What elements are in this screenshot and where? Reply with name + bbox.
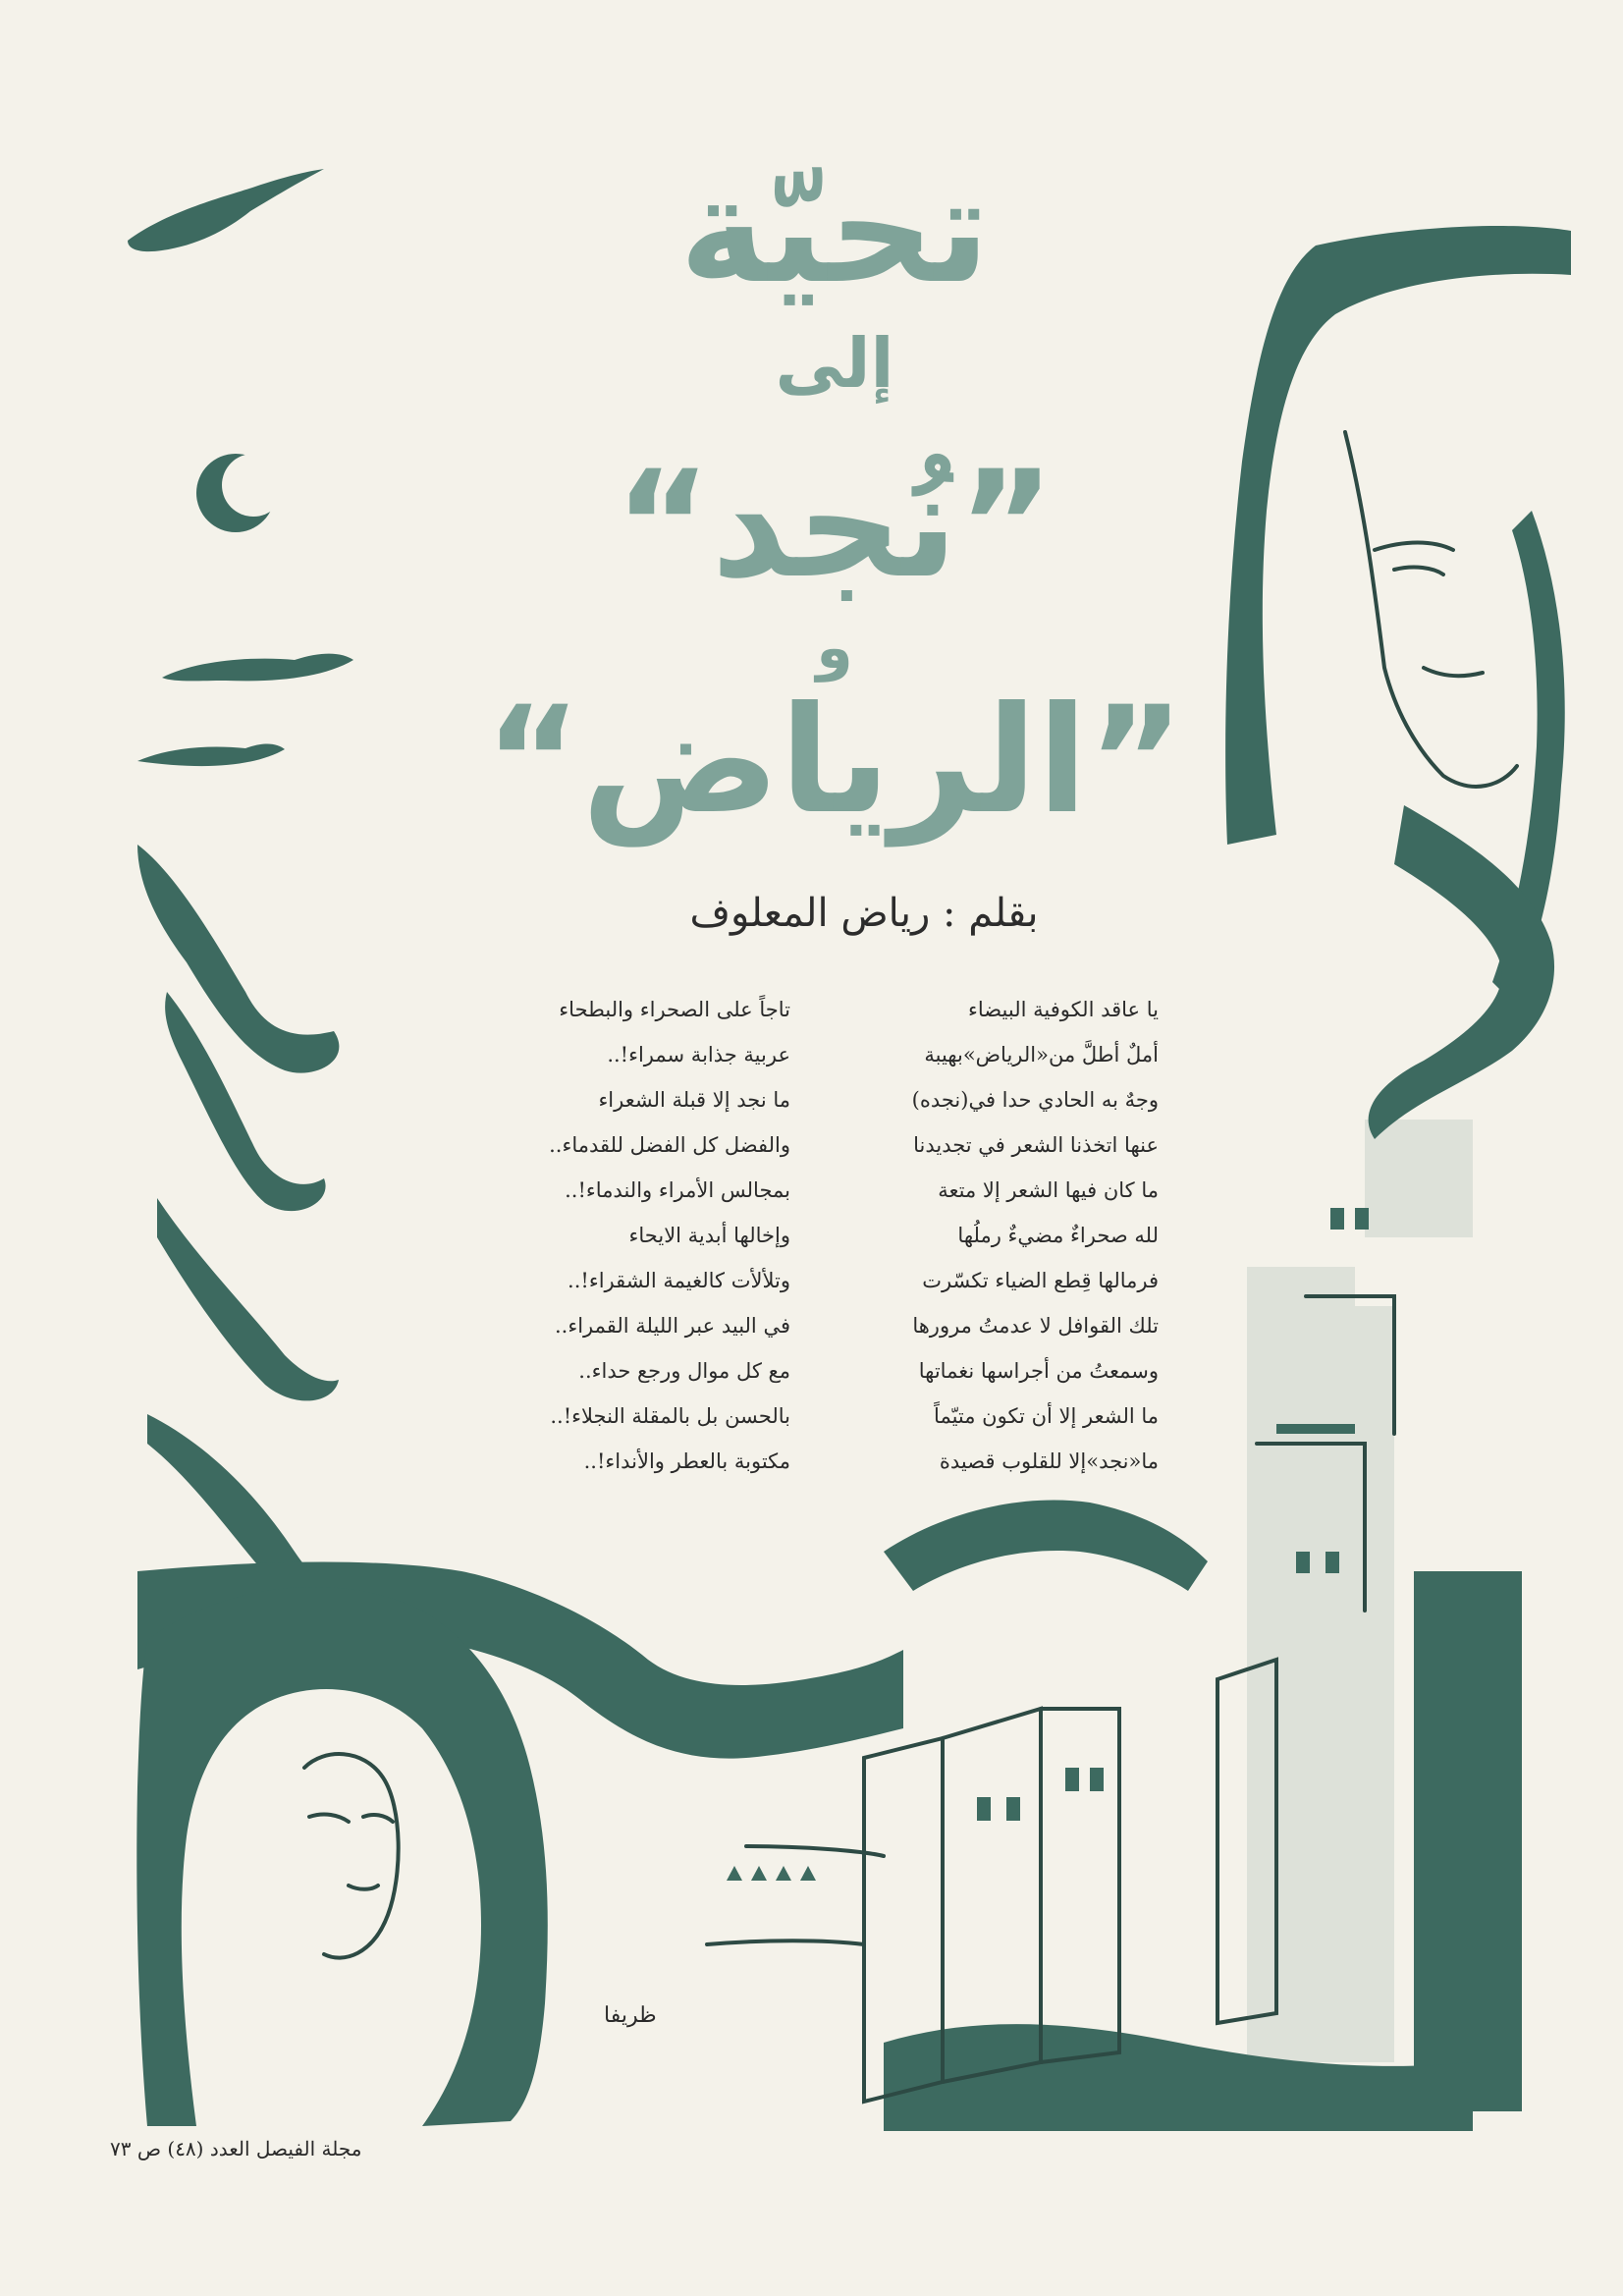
verse-line: بمجالس الأمراء والندماء!.. (565, 1178, 790, 1202)
title-line-2: إلى (775, 323, 894, 404)
window-shape (1006, 1797, 1020, 1821)
cloud-shape (162, 654, 353, 682)
poem-left-column (496, 987, 790, 1484)
window-shape (1090, 1768, 1104, 1791)
verse-line: ما كان فيها الشعر إلا متعة (938, 1178, 1159, 1202)
window-shape (1296, 1552, 1310, 1573)
window-shape (977, 1797, 991, 1821)
woman-face-outline (304, 1754, 399, 1958)
cloud-shape (137, 744, 285, 767)
verse-line: لله صحراءٌ مضيءٌ رملُها (957, 1224, 1159, 1247)
landscape-shape (884, 1500, 1208, 1591)
verse-line: والفضل كل الفضل للقدماء.. (549, 1133, 790, 1157)
page-footer: مجلة الفيصل العدد (٤٨) ص ٧٣ (110, 2137, 362, 2160)
verse-line: وسمعتُ من أجراسها نغماتها (918, 1359, 1159, 1383)
verse-line: ما الشعر إلا أن تكون متيّماً (934, 1404, 1159, 1428)
verse-line: وجهٌ به الحادي حدا في(نجده) (911, 1088, 1159, 1112)
title-line-1: تحيّة (678, 145, 991, 316)
verse-line: مكتوبة بالعطر والأنداء!.. (583, 1449, 790, 1473)
verse-line: مع كل موال ورجع حداء.. (578, 1359, 790, 1383)
building-shape (1247, 1267, 1394, 2062)
verse-line: ما نجد إلا قبلة الشعراء (598, 1088, 790, 1112)
window-shape (1325, 1552, 1339, 1573)
title-line-5: ”الرياض“ (484, 676, 1185, 847)
verse-line: عربية جذابة سمراء!.. (607, 1043, 790, 1066)
building-shape (1365, 1120, 1473, 1237)
author-byline: بقلم : رياض المعلوف (689, 891, 1039, 936)
verse-line: تلك القوافل لا عدمتُ مرورها (912, 1314, 1159, 1338)
verse-line: فرمالها قِطع الضياء تكسّرت (922, 1269, 1159, 1292)
verse-line: وتلألأت كالغيمة الشقراء!.. (568, 1269, 790, 1292)
window-shape (1330, 1208, 1344, 1230)
tree-shape (157, 1198, 339, 1400)
building-shape (1276, 1424, 1355, 1434)
verse-line: وإخالها أبدية الايحاء (628, 1224, 790, 1247)
verse-line: في البيد عبر الليلة القمراء.. (554, 1314, 790, 1338)
verse-line: بالحسن بل بالمقلة النجلاء!.. (550, 1404, 790, 1428)
woman-figure-shape (136, 1587, 547, 2126)
bird-shape (128, 169, 324, 251)
verse-line: عنها اتخذنا الشعر في تجديدنا (913, 1133, 1159, 1157)
verse-line: ما«نجد»إلا للقلوب قصيدة (939, 1449, 1159, 1473)
window-shape (1355, 1208, 1369, 1230)
window-shape (1065, 1768, 1079, 1791)
verse-line: تاجاً على الصحراء والبطحاء (559, 998, 790, 1021)
face-outline (1345, 432, 1517, 787)
artist-signature: ظريفا (604, 2003, 657, 2028)
building-shape (1414, 1571, 1522, 2111)
verse-line: يا عاقد الكوفية البيضاء (968, 998, 1159, 1021)
title-line-4: و (816, 614, 853, 683)
poem-right-column (866, 987, 1159, 1484)
tree-shape (137, 845, 339, 1073)
title-line-3: ”نُجد“ (614, 440, 1055, 611)
verse-line: أملٌ أطلَّ من«الرياض»بهيبة (924, 1043, 1159, 1066)
